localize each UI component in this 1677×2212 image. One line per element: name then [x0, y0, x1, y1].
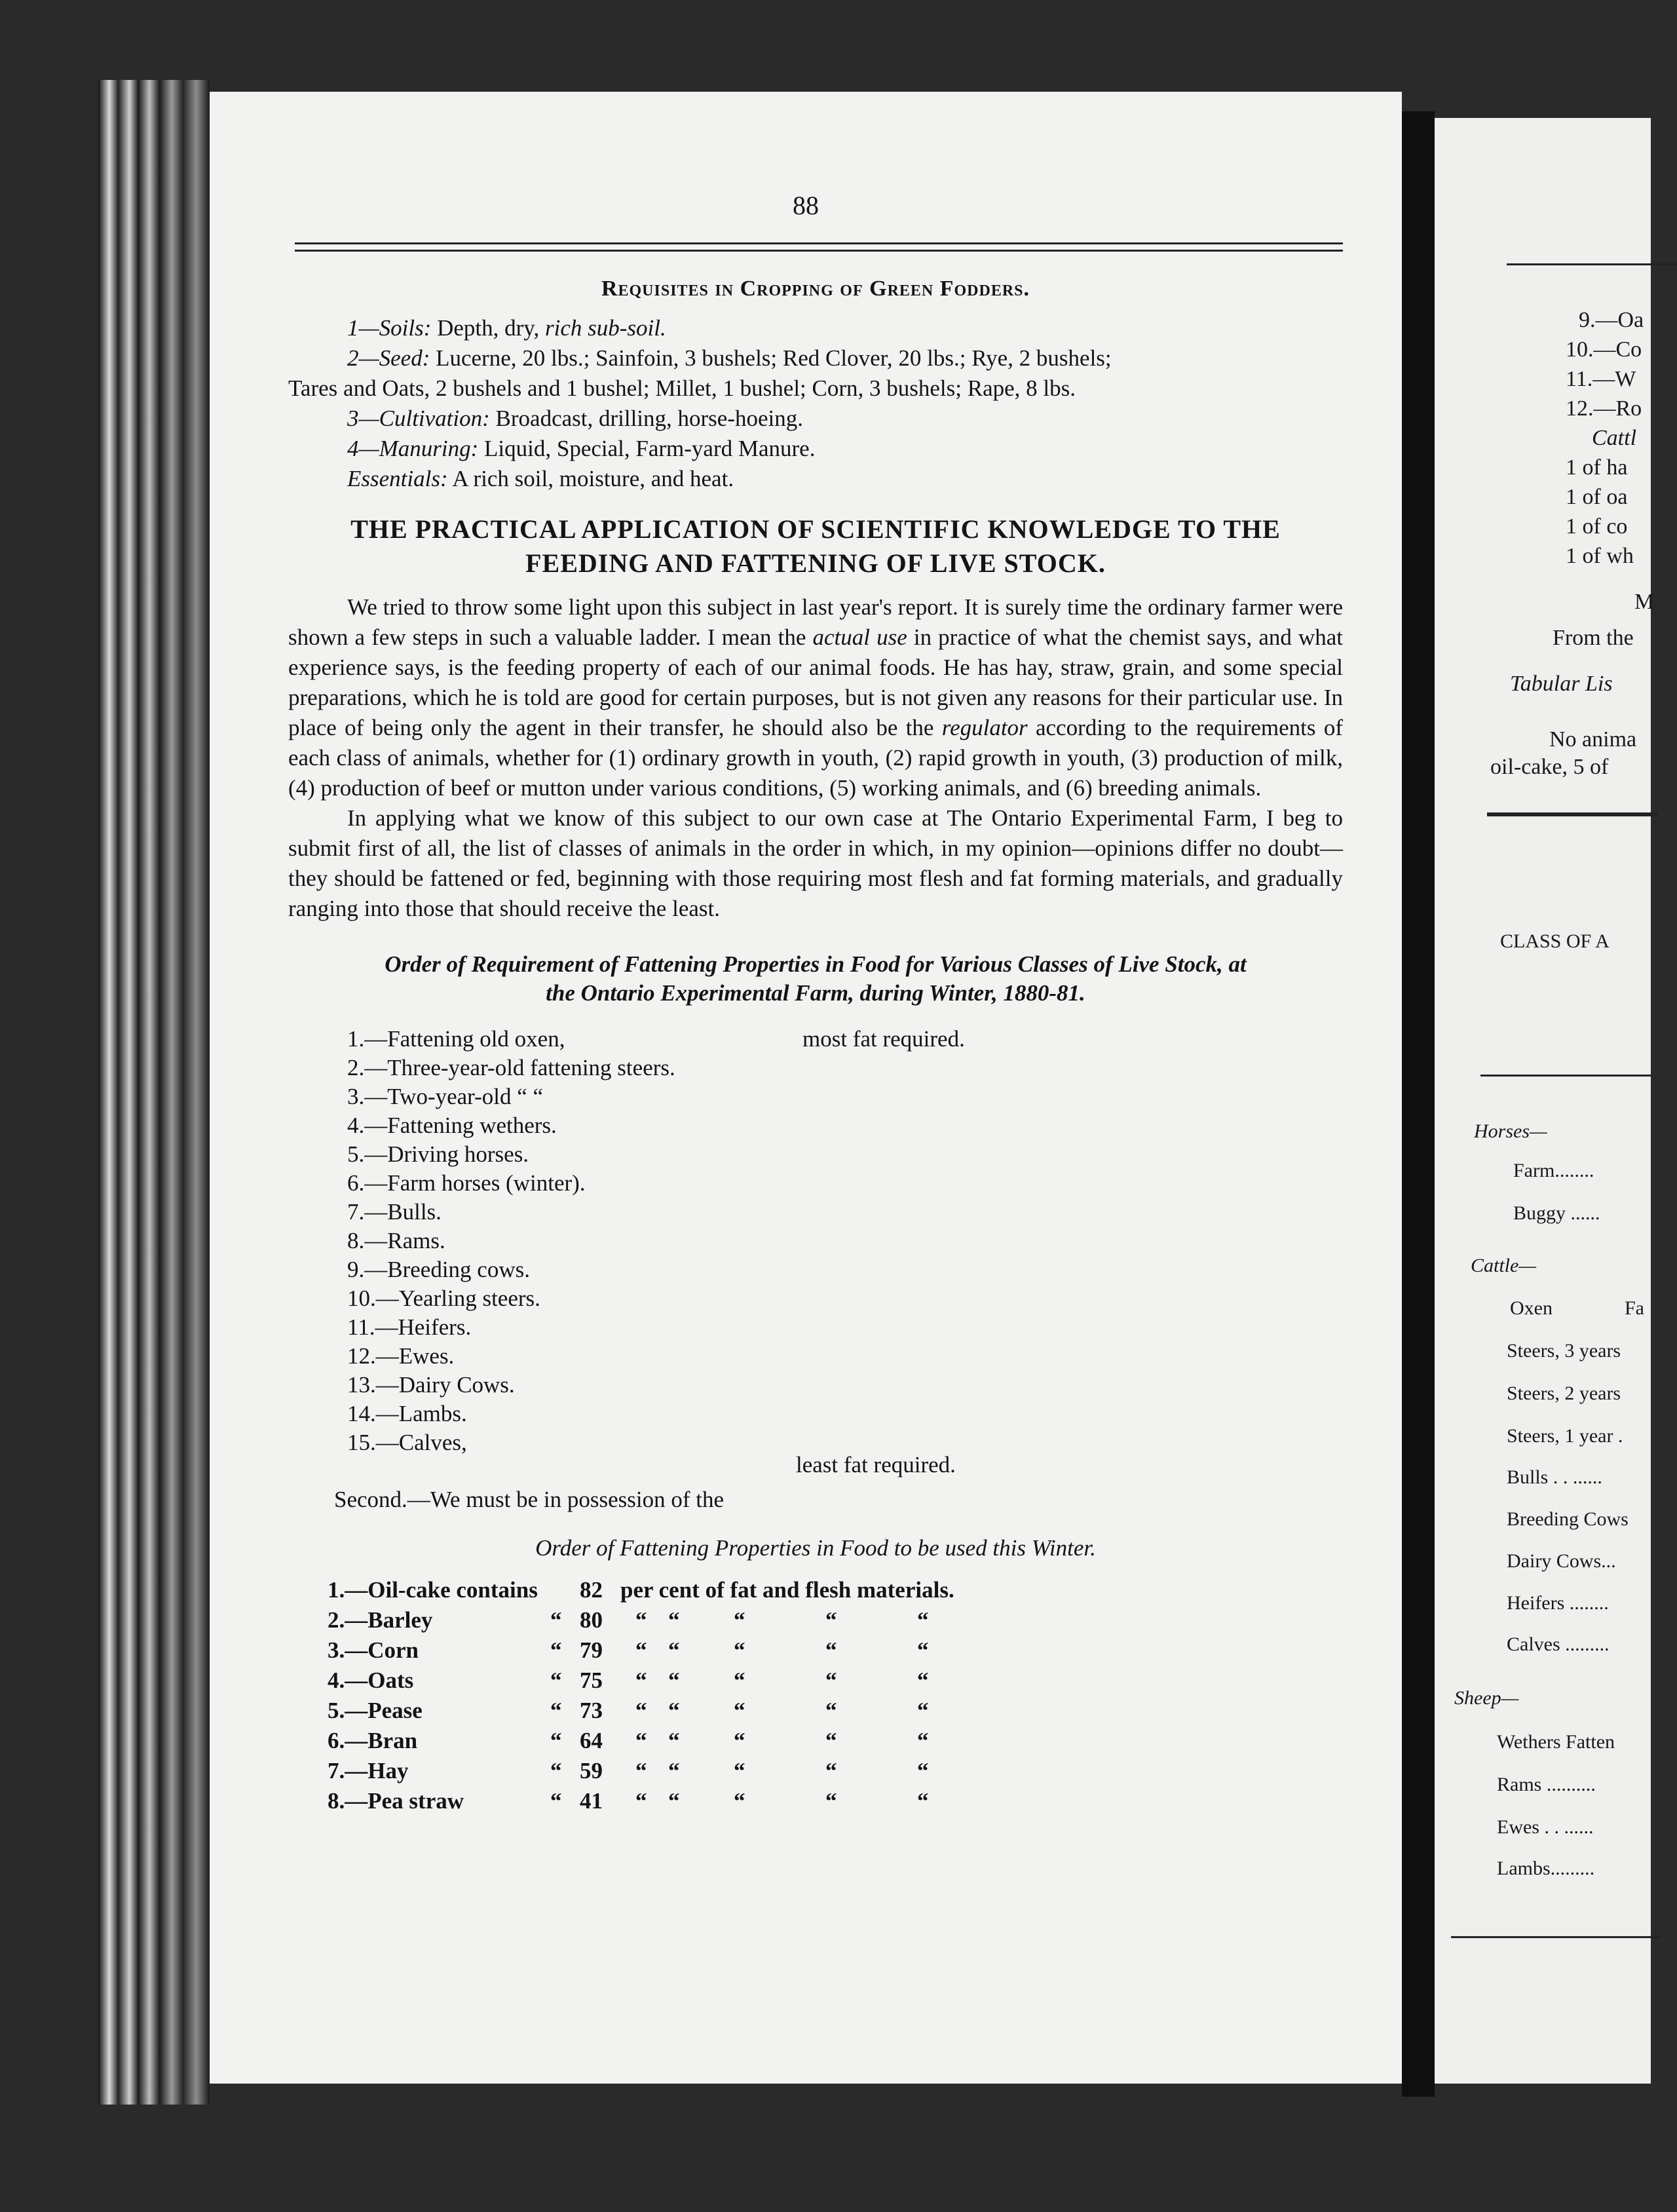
food-ditto: “	[550, 1668, 562, 1693]
req-cultivation-text: Broadcast, drilling, horse-hoeing.	[489, 406, 804, 431]
food-ditto: “	[550, 1698, 562, 1723]
food-percent: 80	[580, 1607, 603, 1633]
food-row	[328, 1726, 1245, 1756]
food-rest: per cent of fat and flesh materials.	[620, 1577, 954, 1603]
req-soils-label: 1—Soils:	[347, 315, 432, 341]
paragraph-1-italic-actual-use: actual use	[812, 624, 907, 650]
right-from: From the	[1553, 626, 1634, 650]
food-ditto: “	[734, 1788, 745, 1814]
food-ditto: “	[550, 1728, 562, 1753]
paragraph-1-italic-regulator: regulator	[941, 715, 1028, 740]
food-ditto: “	[734, 1728, 745, 1753]
order-list	[288, 1025, 1343, 1483]
right-cattle: Cattle—	[1471, 1255, 1537, 1276]
food-row	[328, 1696, 1245, 1726]
req-cultivation-label: 3—Cultivation:	[347, 406, 490, 431]
right-oxen: Oxen	[1510, 1297, 1553, 1319]
right-heifers: Heifers ........	[1507, 1592, 1609, 1614]
right-dairy: Dairy Cows...	[1507, 1550, 1616, 1572]
paragraph-1-after: according to the requirements of each class of animals, whether for (1) ordinary growth in youth, (2) rapid growth in youth, (3) production of milk, (4) production of beef or mutton under various conditions, (5) working animals, and (6) breeding animals.	[288, 715, 1343, 801]
right-list-9: 9.—Oa	[1579, 308, 1644, 332]
right-cattle-italic: Cattl	[1592, 426, 1637, 450]
order-title-line2: the Ontario Experimental Farm, during Winter, 1880-81.	[546, 980, 1085, 1006]
food-ditto: “	[635, 1668, 647, 1693]
right-one-2: 1 of oa	[1566, 485, 1628, 509]
food-row	[328, 1756, 1245, 1786]
food-ditto: “	[550, 1607, 562, 1633]
req-seed-cont: Tares and Oats, 2 bushels and 1 bushel; Millet, 1 bushel; Corn, 3 bushels; Rape, 8 lbs.	[288, 375, 1076, 401]
food-ditto: “	[635, 1637, 647, 1663]
food-ditto: “	[550, 1758, 562, 1783]
food-ditto: “	[825, 1788, 837, 1814]
order-item: 15.—Calves,	[347, 1430, 467, 1455]
right-one-3: 1 of co	[1566, 514, 1628, 539]
food-percent: 75	[580, 1668, 603, 1693]
right-bulls: Bulls . . ......	[1507, 1466, 1602, 1488]
order-item: 5.—Driving horses.	[347, 1141, 529, 1167]
req-seed-text: Lucerne, 20 lbs.; Sainfoin, 3 bushels; Red Clover, 20 lbs.; Rye, 2 bushels;	[430, 345, 1112, 371]
page-content	[288, 269, 1343, 1837]
food-ditto: “	[635, 1607, 647, 1633]
right-no-anim: No anima	[1549, 727, 1637, 752]
order-item: 1.—Fattening old oxen,	[347, 1026, 565, 1052]
right-bottom-rule	[1451, 1936, 1661, 1938]
paragraph-1	[288, 592, 1343, 803]
food-ditto: “	[917, 1788, 929, 1814]
right-steers1: Steers, 1 year .	[1507, 1425, 1623, 1447]
order-title-line1: Order of Requirement of Fattening Properties in Food for Various Classes of Live Stock, at	[385, 951, 1247, 977]
left-page	[210, 92, 1402, 2084]
req-essentials-text: A rich soil, moisture, and heat.	[447, 466, 734, 491]
food-ditto: “	[734, 1758, 745, 1783]
food-ditto: “	[635, 1788, 647, 1814]
food-ditto: “	[550, 1788, 562, 1814]
right-header-rule	[1507, 263, 1677, 265]
food-ditto: “	[825, 1668, 837, 1693]
right-rams: Rams ..........	[1497, 1774, 1596, 1795]
right-one-1: 1 of ha	[1566, 455, 1628, 480]
order-item: 7.—Bulls.	[347, 1199, 442, 1225]
right-ewes: Ewes . . ......	[1497, 1816, 1594, 1838]
right-farm: Farm........	[1513, 1160, 1594, 1181]
req-cultivation	[288, 404, 1343, 434]
right-horses: Horses—	[1474, 1120, 1547, 1142]
food-ditto: “	[635, 1698, 647, 1723]
page-gutter	[1402, 111, 1435, 2097]
food-ditto: “	[668, 1758, 680, 1783]
food-ditto: “	[917, 1728, 929, 1753]
food-ditto: “	[668, 1668, 680, 1693]
order-item: 3.—Two-year-old “ “	[347, 1084, 544, 1109]
food-percent: 41	[580, 1788, 603, 1814]
food-name: 6.—Bran	[328, 1728, 418, 1753]
page-number: 88	[793, 191, 819, 220]
food-name: 1.—Oil-cake contains	[328, 1577, 538, 1603]
right-fa: Fa	[1625, 1297, 1644, 1319]
food-ditto: “	[734, 1607, 745, 1633]
req-manuring-label: 4—Manuring:	[347, 436, 479, 461]
food-row	[328, 1786, 1245, 1816]
order-item: 14.—Lambs.	[347, 1401, 467, 1426]
food-table	[288, 1575, 1343, 1837]
right-steers2: Steers, 2 years	[1507, 1382, 1621, 1404]
food-ditto: “	[668, 1728, 680, 1753]
food-ditto: “	[917, 1668, 929, 1693]
food-name: 8.—Pea straw	[328, 1788, 464, 1814]
food-percent: 59	[580, 1758, 603, 1783]
order-note-most: most fat required.	[802, 1026, 965, 1052]
food-ditto: “	[917, 1607, 929, 1633]
food-name: 2.—Barley	[328, 1607, 433, 1633]
food-ditto: “	[825, 1637, 837, 1663]
right-wethers: Wethers Fatten	[1497, 1731, 1615, 1753]
food-ditto: “	[734, 1698, 745, 1723]
right-breeding: Breeding Cows	[1507, 1508, 1629, 1530]
book-binding-edge	[98, 80, 210, 2105]
right-list-10: 10.—Co	[1566, 337, 1642, 362]
food-ditto: “	[917, 1637, 929, 1663]
header-double-rule	[295, 242, 1343, 252]
paragraph-1-middle: in practice of what the chemist says, and what experience says, is the feeding property of each of our animal foods. He has hay, straw, grain, and some special preparations, which he is told are good for certain purposes, but is not given any reasons for their particular use. In place of being only the agent in their transfer, he should also be the	[288, 624, 1344, 740]
right-calves: Calves .........	[1507, 1633, 1610, 1655]
requisites-heading: Requisites in Cropping of Green Fodders.	[601, 276, 1030, 301]
right-thick-rule	[1487, 812, 1657, 816]
right-list-11: 11.—W	[1566, 367, 1636, 391]
order-item: 13.—Dairy Cows.	[347, 1372, 515, 1398]
food-row	[328, 1575, 1245, 1605]
right-class-header: CLASS OF A	[1500, 930, 1610, 952]
order-item: 4.—Fattening wethers.	[347, 1113, 557, 1138]
food-title: Order of Fattening Properties in Food to be used this Winter.	[535, 1535, 1096, 1561]
right-steers3: Steers, 3 years	[1507, 1340, 1621, 1362]
main-heading-line2: FEEDING AND FATTENING OF LIVE STOCK.	[525, 548, 1106, 578]
food-name: 4.—Oats	[328, 1668, 414, 1693]
food-ditto: “	[734, 1637, 745, 1663]
order-item: 11.—Heifers.	[347, 1314, 472, 1340]
right-sheep: Sheep—	[1454, 1687, 1519, 1709]
right-page-fragment	[1435, 118, 1655, 2084]
food-ditto: “	[668, 1637, 680, 1663]
food-name: 7.—Hay	[328, 1758, 409, 1783]
food-ditto: “	[825, 1728, 837, 1753]
main-heading-line1: THE PRACTICAL APPLICATION OF SCIENTIFIC KNOWLEDGE TO THE	[350, 514, 1281, 544]
food-percent: 73	[580, 1698, 603, 1723]
req-essentials	[288, 464, 1343, 494]
order-item: 8.—Rams.	[347, 1228, 445, 1253]
food-percent: 64	[580, 1728, 603, 1753]
food-ditto: “	[825, 1758, 837, 1783]
req-soils	[288, 313, 1343, 343]
right-table-rule	[1480, 1075, 1651, 1077]
right-one-4: 1 of wh	[1566, 544, 1634, 568]
food-name: 3.—Corn	[328, 1637, 419, 1663]
right-buggy: Buggy ......	[1513, 1202, 1600, 1224]
req-soils-italic: rich sub-soil.	[545, 315, 666, 341]
req-manuring-text: Liquid, Special, Farm-yard Manure.	[478, 436, 816, 461]
food-row	[328, 1666, 1245, 1696]
second-line: Second.—We must be in possession of the	[334, 1487, 725, 1512]
order-item: 2.—Three-year-old fattening steers.	[347, 1055, 675, 1080]
order-note-least: least fat required.	[796, 1452, 956, 1478]
right-lambs: Lambs.........	[1497, 1858, 1595, 1879]
right-oilcake: oil-cake, 5 of	[1490, 755, 1609, 779]
food-row	[328, 1605, 1245, 1635]
order-item: 10.—Yearling steers.	[347, 1286, 540, 1311]
order-title	[288, 950, 1343, 1008]
food-ditto: “	[734, 1668, 745, 1693]
main-heading	[288, 512, 1343, 581]
right-list-12: 12.—Ro	[1566, 396, 1642, 421]
paragraph-1-before: We tried to throw some light upon this subject in last year's report. It is surely time the ordinary farmer were shown a few steps in such a valuable ladder. I mean the	[288, 594, 1343, 650]
food-name: 5.—Pease	[328, 1698, 423, 1723]
right-tabular: Tabular Lis	[1510, 672, 1613, 696]
food-ditto: “	[635, 1728, 647, 1753]
order-item: 9.—Breeding cows.	[347, 1257, 530, 1282]
req-soils-text: Depth, dry,	[431, 315, 546, 341]
order-item: 6.—Farm horses (winter).	[347, 1170, 586, 1196]
order-item: 12.—Ewes.	[347, 1343, 455, 1369]
req-seed	[288, 343, 1343, 373]
food-percent: 82	[580, 1577, 603, 1603]
req-manuring	[288, 434, 1343, 464]
req-essentials-label: Essentials:	[347, 466, 448, 491]
paragraph-2: In applying what we know of this subject to our own case at The Ontario Experimental Farm, I beg to submit first of all, the list of classes of animals in the order in which, in my opinion—opinions differ no doubt—they should be fattened or fed, beginning with those requiring most flesh and fat forming materials, and gradually ranging into those that should receive the least.	[288, 805, 1343, 921]
food-ditto: “	[668, 1698, 680, 1723]
req-seed-label: 2—Seed:	[347, 345, 430, 371]
food-ditto: “	[825, 1607, 837, 1633]
food-ditto: “	[917, 1698, 929, 1723]
food-ditto: “	[917, 1758, 929, 1783]
food-row	[328, 1635, 1245, 1666]
food-ditto: “	[668, 1788, 680, 1814]
food-ditto: “	[550, 1637, 562, 1663]
food-ditto: “	[635, 1758, 647, 1783]
right-m: M	[1634, 590, 1655, 614]
food-ditto: “	[825, 1698, 837, 1723]
food-ditto: “	[668, 1607, 680, 1633]
food-percent: 79	[580, 1637, 603, 1663]
